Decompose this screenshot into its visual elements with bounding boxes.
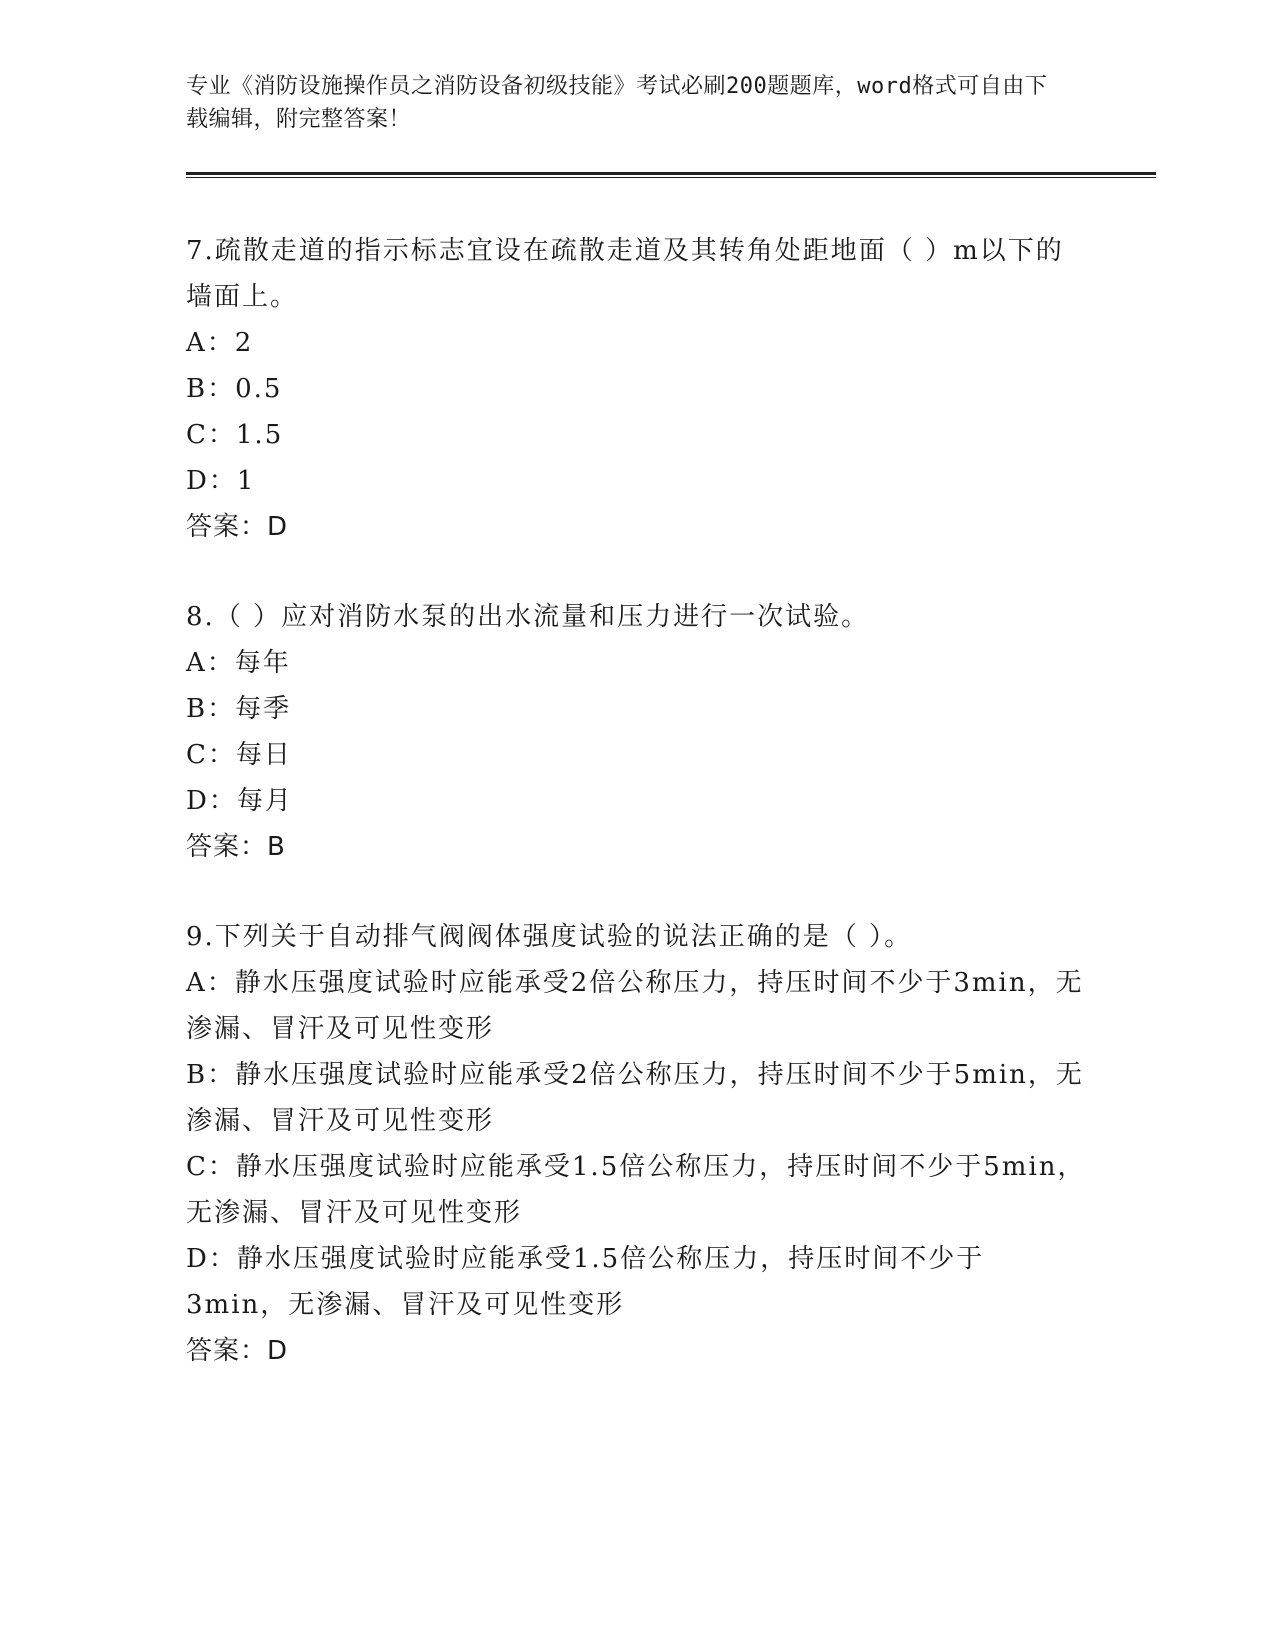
option-b: B：静水压强度试验时应能承受2倍公称压力，持压时间不少于5min，无渗漏、冒汗及可见性变形 [186,1060,1084,1136]
answer-line: 答案：B [186,832,286,862]
header-divider [186,172,1156,178]
question-8 [186,594,1146,870]
option-a: A：每年 [186,648,291,678]
option-c: C：静水压强度试验时应能承受1.5倍公称压力，持压时间不少于5min，无渗漏、冒汗及可见性变形 [186,1152,1086,1228]
option-d: D：静水压强度试验时应能承受1.5倍公称压力，持压时间不少于3min，无渗漏、冒汗及可见性变形 [186,1244,985,1320]
answer-line: 答案：D [186,1336,289,1366]
option-c: C：每日 [186,740,292,770]
option-c: C：1.5 [186,420,284,450]
option-d: D：1 [186,466,256,496]
question-stem: 9.下列关于自动排气阀阀体强度试验的说法正确的是（ ）。 [186,922,913,952]
option-a: A：静水压强度试验时应能承受2倍公称压力，持压时间不少于3min，无渗漏、冒汗及可见性变形 [186,968,1084,1044]
question-stem: 7.疏散走道的指示标志宜设在疏散走道及其转角处距地面（ ）m以下的墙面上。 [186,236,1064,312]
question-7 [186,228,1146,550]
option-b: B：0.5 [186,374,283,404]
question-9 [186,914,1146,1374]
header-intro: 专业《消防设施操作员之消防设备初级技能》考试必刷200题题库，word格式可自由下载编辑，附完整答案！ [186,74,1048,132]
option-a: A：2 [186,328,254,358]
option-b: B：每季 [186,694,292,724]
question-list [186,228,1146,1374]
option-d: D：每月 [186,786,293,816]
question-stem: 8.（ ）应对消防水泵的出水流量和压力进行一次试验。 [186,602,870,632]
document-page [186,70,1146,1374]
answer-line: 答案：D [186,512,289,542]
